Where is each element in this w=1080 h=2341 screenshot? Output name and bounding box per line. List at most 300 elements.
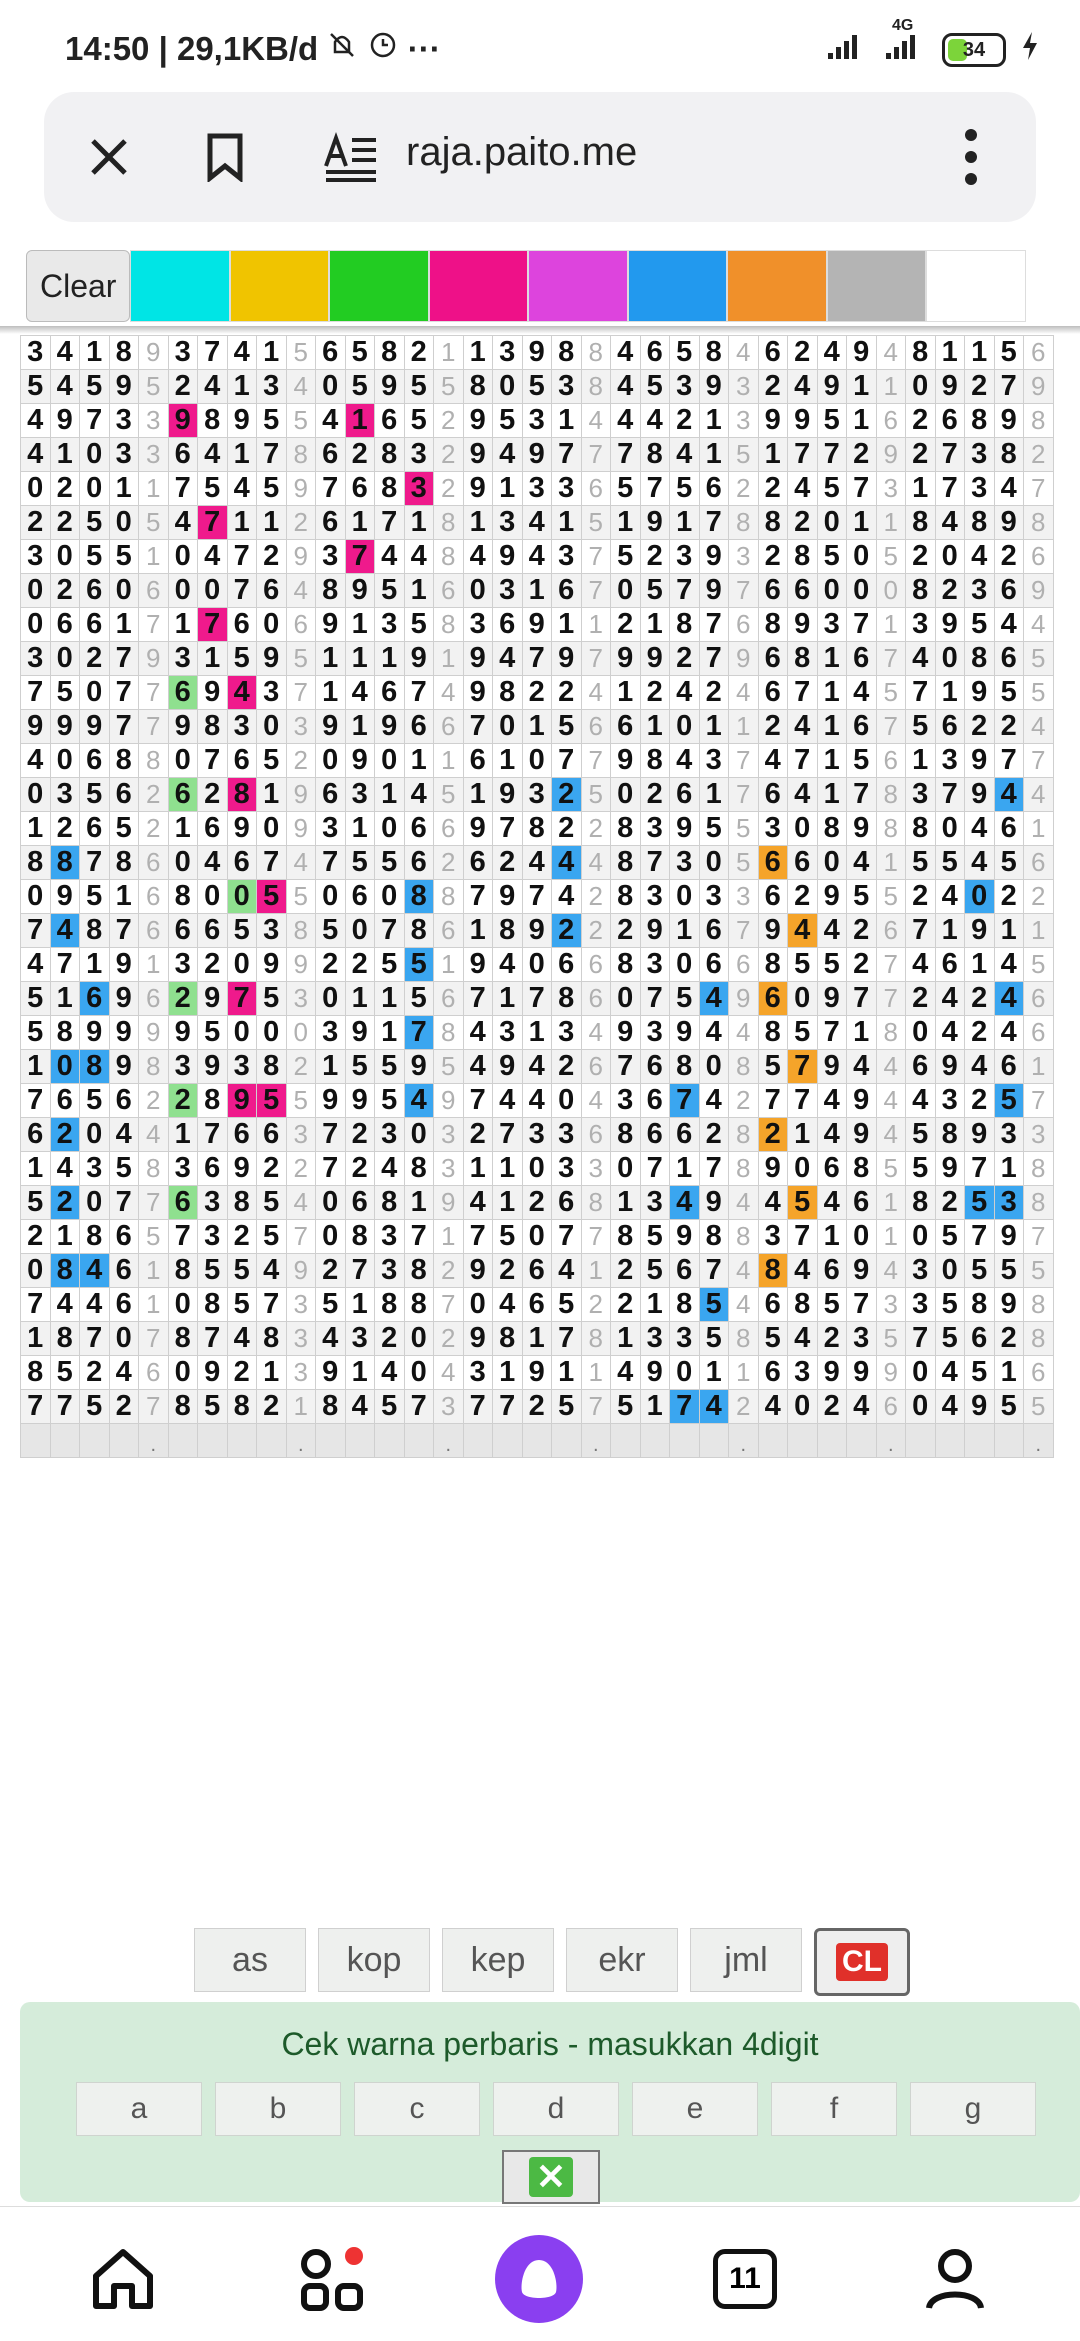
digit-cell[interactable]: 3 xyxy=(316,540,346,574)
digit-cell[interactable]: 8 xyxy=(198,1084,228,1118)
digit-cell[interactable]: 8 xyxy=(611,1118,641,1152)
digit-cell[interactable]: 4 xyxy=(906,948,936,982)
digit-cell[interactable]: 7 xyxy=(552,1220,582,1254)
color-swatch-8[interactable] xyxy=(827,250,927,322)
digit-cell[interactable]: 5 xyxy=(257,744,287,778)
digit-cell[interactable]: 9 xyxy=(670,1220,700,1254)
digit-cell[interactable]: 2 xyxy=(611,1288,641,1322)
digit-cell[interactable]: 0 xyxy=(522,1152,552,1186)
digit-cell[interactable]: 1 xyxy=(817,778,847,812)
empty-cell[interactable] xyxy=(817,1424,847,1458)
digit-cell[interactable]: 4 xyxy=(21,438,51,472)
digit-cell[interactable]: 2 xyxy=(906,438,936,472)
digit-cell[interactable]: 8 xyxy=(611,880,641,914)
digit-cell[interactable]: 2 xyxy=(965,710,995,744)
digit-cell[interactable]: 8 xyxy=(404,1254,434,1288)
digit-cell[interactable]: 7 xyxy=(522,642,552,676)
digit-cell[interactable]: 9 xyxy=(611,642,641,676)
digit-cell[interactable]: 1 xyxy=(463,778,493,812)
digit-cell[interactable]: 1 xyxy=(640,1288,670,1322)
digit-cell[interactable]: 3 xyxy=(316,812,346,846)
digit-cell[interactable]: 6 xyxy=(758,880,788,914)
digit-cell[interactable]: 7 xyxy=(316,1118,346,1152)
digit-cell[interactable]: 0 xyxy=(493,710,523,744)
digit-cell[interactable]: 6 xyxy=(80,982,110,1016)
digit-cell[interactable]: 4 xyxy=(552,846,582,880)
digit-cell[interactable]: 3 xyxy=(522,778,552,812)
digit-cell[interactable]: 8 xyxy=(847,1152,877,1186)
digit-cell[interactable]: 5 xyxy=(257,1220,287,1254)
digit-cell[interactable]: 5 xyxy=(80,778,110,812)
digit-cell[interactable]: 7 xyxy=(670,1084,700,1118)
digit-cell[interactable]: 9 xyxy=(198,1050,228,1084)
digit-cell[interactable]: 5 xyxy=(80,880,110,914)
digit-cell[interactable]: 6 xyxy=(227,846,257,880)
digit-cell[interactable]: 0 xyxy=(788,812,818,846)
digit-cell[interactable]: 1 xyxy=(817,676,847,710)
digit-cell[interactable]: 6 xyxy=(670,1254,700,1288)
digit-cell[interactable]: 5 xyxy=(375,846,405,880)
digit-cell[interactable]: 3 xyxy=(758,1220,788,1254)
digit-cell[interactable]: 4 xyxy=(50,1152,80,1186)
digit-cell[interactable]: 5 xyxy=(375,1084,405,1118)
digit-cell[interactable]: 6 xyxy=(758,336,788,370)
digit-cell[interactable]: 4 xyxy=(788,914,818,948)
empty-cell[interactable] xyxy=(493,1424,523,1458)
digit-cell[interactable]: 4 xyxy=(50,370,80,404)
digit-cell[interactable]: 9 xyxy=(935,1050,965,1084)
digit-cell[interactable]: 9 xyxy=(699,370,729,404)
digit-cell[interactable]: 4 xyxy=(493,642,523,676)
digit-cell[interactable]: 7 xyxy=(847,982,877,1016)
digit-cell[interactable]: 7 xyxy=(788,438,818,472)
digit-cell[interactable]: 8 xyxy=(198,710,228,744)
digit-cell[interactable]: 0 xyxy=(788,1152,818,1186)
digit-cell[interactable]: 5 xyxy=(670,982,700,1016)
digit-cell[interactable]: 5 xyxy=(80,506,110,540)
digit-cell[interactable]: 7 xyxy=(198,608,228,642)
digit-cell[interactable]: 1 xyxy=(109,608,139,642)
digit-cell[interactable]: 2 xyxy=(168,370,198,404)
digit-cell[interactable]: 8 xyxy=(168,1254,198,1288)
digit-cell[interactable]: 4 xyxy=(21,948,51,982)
empty-cell[interactable] xyxy=(109,1424,139,1458)
digit-cell[interactable]: 6 xyxy=(552,948,582,982)
empty-cell[interactable] xyxy=(847,1424,877,1458)
digit-cell[interactable]: 8 xyxy=(699,1220,729,1254)
digit-cell[interactable]: 2 xyxy=(994,540,1024,574)
digit-cell[interactable]: 0 xyxy=(345,914,375,948)
digit-cell[interactable]: 4 xyxy=(463,540,493,574)
digit-cell[interactable]: 2 xyxy=(463,1118,493,1152)
digit-cell[interactable]: 1 xyxy=(493,1356,523,1390)
digit-cell[interactable]: 4 xyxy=(552,1254,582,1288)
digit-cell[interactable]: 0 xyxy=(493,370,523,404)
digit-cell[interactable]: 0 xyxy=(611,1152,641,1186)
digit-cell[interactable]: 8 xyxy=(994,438,1024,472)
digit-cell[interactable]: 5 xyxy=(611,1390,641,1424)
digit-cell[interactable]: 0 xyxy=(21,778,51,812)
digit-cell[interactable]: 7 xyxy=(463,1084,493,1118)
digit-cell[interactable]: 2 xyxy=(50,1118,80,1152)
digit-cell[interactable]: 9 xyxy=(463,472,493,506)
digit-cell[interactable]: 7 xyxy=(994,370,1024,404)
digit-cell[interactable]: 0 xyxy=(935,1254,965,1288)
digit-cell[interactable]: 6 xyxy=(493,608,523,642)
digit-cell[interactable]: 7 xyxy=(522,982,552,1016)
digit-cell[interactable]: 1 xyxy=(493,1152,523,1186)
digit-cell[interactable]: 9 xyxy=(847,1084,877,1118)
digit-cell[interactable]: 1 xyxy=(493,744,523,778)
digit-cell[interactable]: 4 xyxy=(817,914,847,948)
digit-input-d[interactable]: d xyxy=(493,2082,619,2136)
digit-cell[interactable]: 0 xyxy=(257,1016,287,1050)
digit-cell[interactable]: 8 xyxy=(906,812,936,846)
digit-cell[interactable]: 3 xyxy=(198,1186,228,1220)
digit-cell[interactable]: 2 xyxy=(257,540,287,574)
digit-cell[interactable]: 3 xyxy=(670,370,700,404)
digit-cell[interactable]: 8 xyxy=(21,846,51,880)
digit-cell[interactable]: 9 xyxy=(316,710,346,744)
digit-cell[interactable]: 2 xyxy=(670,642,700,676)
digit-cell[interactable]: 5 xyxy=(906,1118,936,1152)
digit-cell[interactable]: 0 xyxy=(463,574,493,608)
digit-cell[interactable]: 9 xyxy=(168,404,198,438)
digit-cell[interactable]: 1 xyxy=(316,676,346,710)
digit-cell[interactable]: 1 xyxy=(345,608,375,642)
digit-cell[interactable]: 7 xyxy=(847,1288,877,1322)
digit-cell[interactable]: 4 xyxy=(788,1254,818,1288)
digit-cell[interactable]: 2 xyxy=(345,1118,375,1152)
digit-cell[interactable]: 6 xyxy=(404,812,434,846)
digit-cell[interactable]: 8 xyxy=(906,1186,936,1220)
color-swatch-2[interactable] xyxy=(230,250,330,322)
digit-cell[interactable]: 4 xyxy=(198,370,228,404)
digit-cell[interactable]: 0 xyxy=(847,1220,877,1254)
digit-cell[interactable]: 1 xyxy=(965,948,995,982)
digit-cell[interactable]: 4 xyxy=(168,506,198,540)
digit-cell[interactable]: 1 xyxy=(80,336,110,370)
digit-cell[interactable]: 2 xyxy=(80,1356,110,1390)
digit-cell[interactable]: 3 xyxy=(522,1118,552,1152)
digit-cell[interactable]: 7 xyxy=(552,744,582,778)
digit-cell[interactable]: 6 xyxy=(198,914,228,948)
digit-cell[interactable]: 9 xyxy=(699,1186,729,1220)
digit-cell[interactable]: 6 xyxy=(640,1118,670,1152)
digit-cell[interactable]: 4 xyxy=(463,1050,493,1084)
digit-cell[interactable]: 4 xyxy=(404,540,434,574)
digit-cell[interactable]: 5 xyxy=(345,370,375,404)
digit-cell[interactable]: 1 xyxy=(935,914,965,948)
digit-cell[interactable]: 2 xyxy=(847,948,877,982)
digit-cell[interactable]: 1 xyxy=(994,1152,1024,1186)
digit-cell[interactable]: 9 xyxy=(345,574,375,608)
digit-cell[interactable]: 5 xyxy=(404,404,434,438)
digit-cell[interactable]: 6 xyxy=(522,1288,552,1322)
digit-cell[interactable]: 3 xyxy=(257,676,287,710)
digit-cell[interactable]: 1 xyxy=(109,472,139,506)
digit-cell[interactable]: 3 xyxy=(935,744,965,778)
digit-cell[interactable]: 4 xyxy=(493,1288,523,1322)
empty-cell[interactable] xyxy=(227,1424,257,1458)
digit-cell[interactable]: 5 xyxy=(788,1016,818,1050)
reset-button[interactable] xyxy=(502,2150,600,2204)
digit-cell[interactable]: 3 xyxy=(788,1356,818,1390)
color-swatch-5[interactable] xyxy=(528,250,628,322)
digit-cell[interactable]: 0 xyxy=(80,1118,110,1152)
empty-cell[interactable]: . xyxy=(1024,1424,1054,1458)
digit-cell[interactable]: 6 xyxy=(670,778,700,812)
digit-cell[interactable]: 6 xyxy=(168,778,198,812)
digit-cell[interactable]: 1 xyxy=(375,642,405,676)
digit-cell[interactable]: 7 xyxy=(21,1288,51,1322)
digit-cell[interactable]: 8 xyxy=(817,812,847,846)
digit-cell[interactable]: 7 xyxy=(640,472,670,506)
digit-cell[interactable]: 1 xyxy=(847,404,877,438)
digit-cell[interactable]: 5 xyxy=(935,846,965,880)
digit-cell[interactable]: 5 xyxy=(699,1322,729,1356)
digit-cell[interactable]: 8 xyxy=(404,1288,434,1322)
digit-cell[interactable]: 2 xyxy=(611,1254,641,1288)
digit-cell[interactable]: 1 xyxy=(611,1322,641,1356)
digit-cell[interactable]: 0 xyxy=(80,1186,110,1220)
digit-cell[interactable]: 3 xyxy=(21,642,51,676)
digit-cell[interactable]: 5 xyxy=(493,404,523,438)
digit-cell[interactable]: 0 xyxy=(80,676,110,710)
clear-button[interactable]: Clear xyxy=(26,250,130,322)
digit-cell[interactable]: 7 xyxy=(316,472,346,506)
digit-cell[interactable]: 2 xyxy=(168,982,198,1016)
digit-cell[interactable]: 9 xyxy=(788,608,818,642)
digit-cell[interactable]: 6 xyxy=(788,574,818,608)
digit-cell[interactable]: 7 xyxy=(257,1288,287,1322)
digit-input-e[interactable]: e xyxy=(632,2082,758,2136)
digit-cell[interactable]: 0 xyxy=(316,880,346,914)
color-swatch-4[interactable] xyxy=(429,250,529,322)
digit-cell[interactable]: 7 xyxy=(109,914,139,948)
digit-cell[interactable]: 6 xyxy=(109,1220,139,1254)
ekr-button[interactable]: ekr xyxy=(566,1928,678,1992)
digit-cell[interactable]: 7 xyxy=(21,1084,51,1118)
digit-cell[interactable]: 1 xyxy=(50,982,80,1016)
digit-cell[interactable]: 7 xyxy=(21,1390,51,1424)
digit-cell[interactable]: 9 xyxy=(699,540,729,574)
empty-cell[interactable] xyxy=(640,1424,670,1458)
digit-cell[interactable]: 4 xyxy=(965,540,995,574)
digit-cell[interactable]: 6 xyxy=(345,880,375,914)
digit-cell[interactable]: 6 xyxy=(788,846,818,880)
digit-cell[interactable]: 4 xyxy=(50,336,80,370)
digit-cell[interactable]: 4 xyxy=(699,982,729,1016)
assistant-icon[interactable] xyxy=(484,2229,594,2329)
digit-cell[interactable]: 4 xyxy=(788,778,818,812)
digit-cell[interactable]: 2 xyxy=(817,1390,847,1424)
digit-cell[interactable]: 3 xyxy=(552,1016,582,1050)
digit-cell[interactable]: 8 xyxy=(227,1186,257,1220)
digit-cell[interactable]: 8 xyxy=(670,608,700,642)
digit-cell[interactable]: 5 xyxy=(227,914,257,948)
digit-input-g[interactable]: g xyxy=(910,2082,1036,2136)
digit-cell[interactable]: 1 xyxy=(522,1016,552,1050)
digit-cell[interactable]: 8 xyxy=(257,1050,287,1084)
digit-cell[interactable]: 6 xyxy=(611,710,641,744)
home-icon[interactable] xyxy=(68,2229,178,2329)
digit-cell[interactable]: 4 xyxy=(522,846,552,880)
digit-cell[interactable]: 9 xyxy=(198,982,228,1016)
digit-cell[interactable]: 0 xyxy=(670,880,700,914)
digit-cell[interactable]: 7 xyxy=(80,1322,110,1356)
digit-cell[interactable]: 7 xyxy=(906,914,936,948)
digit-cell[interactable]: 1 xyxy=(611,506,641,540)
digit-cell[interactable]: 5 xyxy=(227,1254,257,1288)
reader-mode-icon[interactable] xyxy=(306,92,396,222)
empty-cell[interactable]: . xyxy=(139,1424,169,1458)
digit-cell[interactable]: 8 xyxy=(758,948,788,982)
digit-cell[interactable]: 4 xyxy=(935,506,965,540)
digit-cell[interactable]: 4 xyxy=(994,778,1024,812)
digit-cell[interactable]: 3 xyxy=(21,336,51,370)
digit-cell[interactable]: 0 xyxy=(935,540,965,574)
digit-cell[interactable]: 1 xyxy=(522,1322,552,1356)
digit-cell[interactable]: 5 xyxy=(847,744,877,778)
digit-cell[interactable]: 2 xyxy=(758,710,788,744)
digit-cell[interactable]: 0 xyxy=(670,710,700,744)
digit-cell[interactable]: 7 xyxy=(699,506,729,540)
digit-cell[interactable]: 7 xyxy=(168,472,198,506)
digit-cell[interactable]: 2 xyxy=(316,1254,346,1288)
digit-cell[interactable]: 5 xyxy=(21,1016,51,1050)
digit-cell[interactable]: 8 xyxy=(50,846,80,880)
digit-cell[interactable]: 4 xyxy=(758,744,788,778)
digit-cell[interactable]: 7 xyxy=(109,642,139,676)
digit-cell[interactable]: 3 xyxy=(699,744,729,778)
digit-cell[interactable]: 9 xyxy=(257,642,287,676)
digit-cell[interactable]: 8 xyxy=(168,1390,198,1424)
digit-cell[interactable]: 1 xyxy=(345,812,375,846)
digit-cell[interactable]: 7 xyxy=(847,472,877,506)
digit-cell[interactable]: 9 xyxy=(109,370,139,404)
digit-cell[interactable]: 2 xyxy=(906,880,936,914)
digit-cell[interactable]: 9 xyxy=(817,1050,847,1084)
digit-cell[interactable]: 2 xyxy=(611,914,641,948)
digit-cell[interactable]: 5 xyxy=(935,1288,965,1322)
digit-cell[interactable]: 3 xyxy=(640,948,670,982)
digit-cell[interactable]: 4 xyxy=(50,914,80,948)
digit-input-a[interactable]: a xyxy=(76,2082,202,2136)
digit-cell[interactable]: 9 xyxy=(758,404,788,438)
digit-cell[interactable]: 8 xyxy=(80,914,110,948)
digit-cell[interactable]: 3 xyxy=(965,574,995,608)
digit-cell[interactable]: 9 xyxy=(198,1356,228,1390)
digit-cell[interactable]: 2 xyxy=(994,1322,1024,1356)
digit-cell[interactable]: 0 xyxy=(168,574,198,608)
digit-cell[interactable]: 0 xyxy=(670,948,700,982)
digit-cell[interactable]: 7 xyxy=(345,540,375,574)
digit-cell[interactable]: 5 xyxy=(965,1356,995,1390)
digit-cell[interactable]: 1 xyxy=(493,982,523,1016)
digit-cell[interactable]: 3 xyxy=(670,540,700,574)
digit-cell[interactable]: 0 xyxy=(257,710,287,744)
digit-cell[interactable]: 5 xyxy=(198,1390,228,1424)
digit-cell[interactable]: 4 xyxy=(788,472,818,506)
digit-cell[interactable]: 6 xyxy=(80,812,110,846)
digit-cell[interactable]: 7 xyxy=(817,438,847,472)
digit-cell[interactable]: 3 xyxy=(375,1220,405,1254)
digit-cell[interactable]: 0 xyxy=(257,608,287,642)
digit-cell[interactable]: 5 xyxy=(817,1288,847,1322)
digit-cell[interactable]: 2 xyxy=(906,982,936,1016)
digit-cell[interactable]: 4 xyxy=(522,506,552,540)
digit-cell[interactable]: 0 xyxy=(699,846,729,880)
digit-cell[interactable]: 1 xyxy=(345,1288,375,1322)
digit-cell[interactable]: 3 xyxy=(316,1016,346,1050)
digit-cell[interactable]: 6 xyxy=(316,438,346,472)
close-icon[interactable] xyxy=(64,92,154,222)
digit-cell[interactable]: 5 xyxy=(552,1288,582,1322)
digit-cell[interactable]: 5 xyxy=(817,404,847,438)
digit-cell[interactable]: 0 xyxy=(404,1356,434,1390)
digit-cell[interactable]: 7 xyxy=(906,676,936,710)
empty-cell[interactable] xyxy=(375,1424,405,1458)
digit-cell[interactable]: 5 xyxy=(611,540,641,574)
digit-cell[interactable]: 1 xyxy=(935,676,965,710)
digit-cell[interactable]: 7 xyxy=(699,1254,729,1288)
digit-cell[interactable]: 1 xyxy=(552,506,582,540)
kep-button[interactable]: kep xyxy=(442,1928,554,1992)
digit-cell[interactable]: 9 xyxy=(522,914,552,948)
digit-cell[interactable]: 8 xyxy=(640,438,670,472)
digit-cell[interactable]: 5 xyxy=(316,1288,346,1322)
digit-cell[interactable]: 0 xyxy=(935,812,965,846)
digit-cell[interactable]: 5 xyxy=(404,370,434,404)
digit-cell[interactable]: 2 xyxy=(522,1390,552,1424)
digit-cell[interactable]: 0 xyxy=(168,846,198,880)
digit-cell[interactable]: 9 xyxy=(493,1050,523,1084)
digit-cell[interactable]: 7 xyxy=(198,506,228,540)
digit-cell[interactable]: 9 xyxy=(404,1050,434,1084)
digit-cell[interactable]: 4 xyxy=(788,710,818,744)
digit-cell[interactable]: 4 xyxy=(404,1084,434,1118)
digit-cell[interactable]: 4 xyxy=(670,438,700,472)
digit-cell[interactable]: 2 xyxy=(345,1152,375,1186)
digit-cell[interactable]: 6 xyxy=(817,1152,847,1186)
digit-cell[interactable]: 7 xyxy=(198,336,228,370)
digit-cell[interactable]: 5 xyxy=(965,1186,995,1220)
digit-cell[interactable]: 5 xyxy=(375,1050,405,1084)
digit-cell[interactable]: 2 xyxy=(640,778,670,812)
digit-cell[interactable]: 7 xyxy=(817,1016,847,1050)
digit-cell[interactable]: 7 xyxy=(640,846,670,880)
digit-cell[interactable]: 6 xyxy=(80,608,110,642)
digit-cell[interactable]: 2 xyxy=(788,336,818,370)
digit-cell[interactable]: 9 xyxy=(109,948,139,982)
digit-cell[interactable]: 6 xyxy=(463,846,493,880)
digit-cell[interactable]: 6 xyxy=(109,778,139,812)
digit-input-f[interactable]: f xyxy=(771,2082,897,2136)
digit-cell[interactable]: 3 xyxy=(611,1084,641,1118)
digit-cell[interactable]: 7 xyxy=(227,574,257,608)
digit-cell[interactable]: 9 xyxy=(847,1356,877,1390)
digit-cell[interactable]: 4 xyxy=(552,880,582,914)
digit-cell[interactable]: 5 xyxy=(994,1084,1024,1118)
digit-cell[interactable]: 4 xyxy=(109,1118,139,1152)
digit-cell[interactable]: 9 xyxy=(50,880,80,914)
digit-cell[interactable]: 1 xyxy=(906,744,936,778)
digit-cell[interactable]: 9 xyxy=(345,1084,375,1118)
digit-cell[interactable]: 5 xyxy=(198,1254,228,1288)
digit-cell[interactable]: 7 xyxy=(493,1118,523,1152)
digit-cell[interactable]: 8 xyxy=(50,1322,80,1356)
